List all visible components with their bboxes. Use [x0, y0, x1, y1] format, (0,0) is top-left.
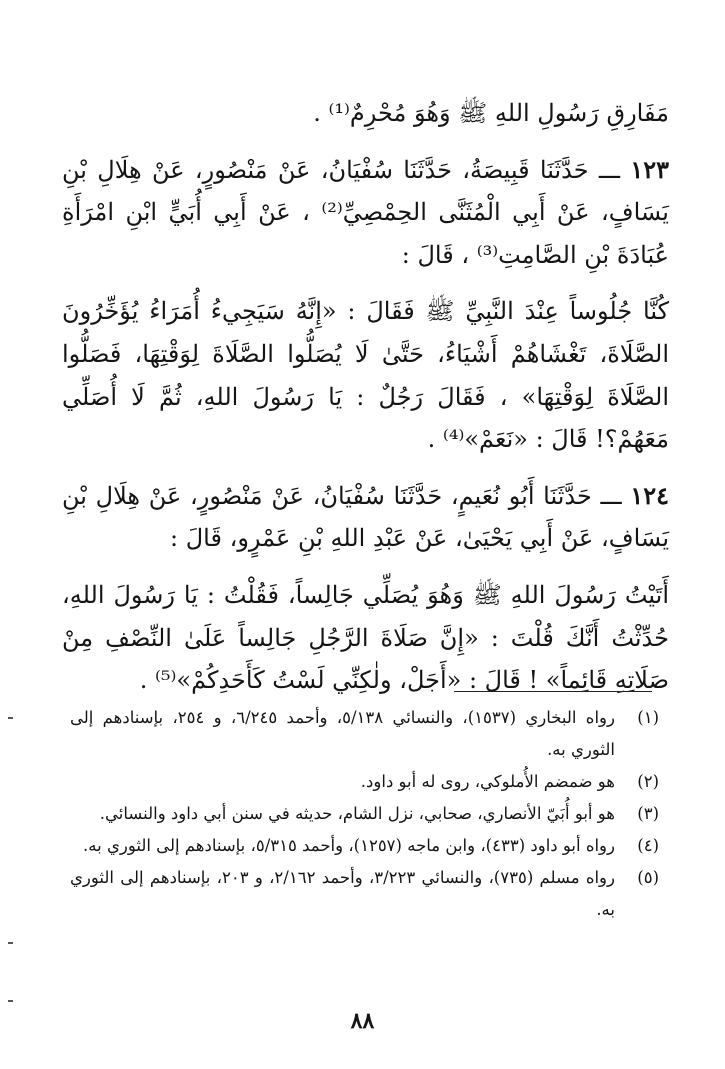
- footnote-marker: (٢): [637, 772, 659, 791]
- footnote-text: رواه أبو داود (٤٣٣)، وابن ماجه (١٢٥٧)، وأحمد ٥/٣١٥، بإسنادهم إلى الثوري به.: [83, 836, 615, 855]
- footnote: [70, 798, 659, 830]
- footnote-text: هو أبو أُبَيّ الأنصاري، صحابي، نزل الشام، حديثه في سنن أبي داود والنسائي.: [99, 804, 615, 823]
- hadith-123-matn: كُنَّا جُلُوساً عِنْدَ النَّبِيِّ ﷺ فَقَالَ : «إِنَّهُ سَيَجِيءُ أُمَرَاءُ يُؤَخِّرُونَ الصَّلَاةَ، تَغْشَاهُمْ أَشْيَاءُ، حَتَّىٰ لَا يُصَلُّوا الصَّلَاةَ لِوَقْتِهَا، فَصَلُّوا الصَّلَاةَ لِوَقْتِهَا» ، فَقَالَ رَجُلٌ : يَا رَسُولَ اللهِ، ثُمَّ لَا أُصَلِّي مَعَهُمْ؟! قَالَ : «نَعَمْ»⁽⁴⁾ .: [62, 297, 669, 454]
- footnotes: [70, 702, 659, 926]
- isnad-text: ـــ حَدَّثَنَا قَبِيصَةُ، حَدَّثَنَا سُفْيَانُ، عَنْ مَنْصُورٍ، عَنْ هِلَالِ بْنِ يَسَافٍ، عَنْ أَبِي الْمُثَنَّى الحِمْصِيِّ⁽²⁾ ، عَنْ أَبِي أُبَيٍّ ابْنِ امْرَأَةِ عُبَادَةَ بْنِ الصَّامِتِ⁽³⁾ ، قَالَ :: [62, 155, 669, 269]
- hadith-124-matn: أَتَيْتُ رَسُولَ اللهِ ﷺ وَهُوَ يُصَلِّي جَالِساً، فَقُلْتُ : يَا رَسُولَ اللهِ، حُدِّثْتُ أَنَّكَ قُلْتَ : «إِنَّ صَلَاةَ الرَّجُلِ جَالِساً عَلَىٰ النِّصْفِ مِنْ صَلَاتِهِ قَائِماً» ! قَالَ : «أَجَلْ، ولٰكِنِّي لَسْتُ كَأَحَدِكُمْ»⁽⁵⁾ .: [62, 580, 670, 695]
- footnote-marker: (١): [637, 708, 659, 727]
- main-text: [62, 92, 669, 702]
- page-number: ٨٨: [350, 1008, 375, 1034]
- footnote-marker: (٤): [637, 836, 659, 855]
- footnote-separator: [454, 691, 652, 692]
- hadith-124-isnad: [62, 475, 669, 560]
- hadith-number: ١٢٤: [630, 480, 669, 510]
- isnad-text: ـــ حَدَّثَنَا أَبُو نُعَيمٍ، حَدَّثَنَا سُفْيَانُ، عَنْ مَنْصُورٍ، عَنْ هِلَالِ بْنِ يَسَافٍ، عَنْ أَبِي يَحْيَىٰ، عَنْ عَبْدِ اللهِ بْنِ عَمْرٍو، قَالَ :: [62, 481, 669, 553]
- hadith-number: ١٢٣: [630, 154, 669, 184]
- hadith-123-isnad: [62, 149, 669, 277]
- scan-edge-mark: [8, 717, 13, 719]
- footnote: [70, 702, 659, 766]
- footnote: [70, 766, 659, 798]
- footnote-text: رواه مسلم (٧٣٥)، والنسائي ٣/٢٢٣، وأحمد ٢/١٦٢، و ٢٠٣، بإسنادهم إلى الثوري به.: [70, 868, 615, 919]
- footnote-marker: (٣): [637, 804, 659, 823]
- scan-edge-mark: [8, 1000, 13, 1002]
- footnote-text: رواه البخاري (١٥٣٧)، والنسائي ٥/١٣٨، وأحمد ٦/٢٤٥، و ٢٥٤، بإسنادهم إلى الثوري به.: [70, 708, 615, 759]
- paragraph-continuation: مَفَارِقِ رَسُولِ اللهِ ﷺ وَهُوَ مُحْرِمٌ⁽¹⁾ .: [313, 99, 669, 127]
- footnote-text: هو ضمضم الأُملوكي، روى له أبو داود.: [360, 772, 615, 791]
- scan-edge-mark: [8, 942, 13, 944]
- footnote: [70, 862, 659, 926]
- footnote-marker: (٥): [637, 868, 659, 887]
- footnote: [70, 830, 659, 862]
